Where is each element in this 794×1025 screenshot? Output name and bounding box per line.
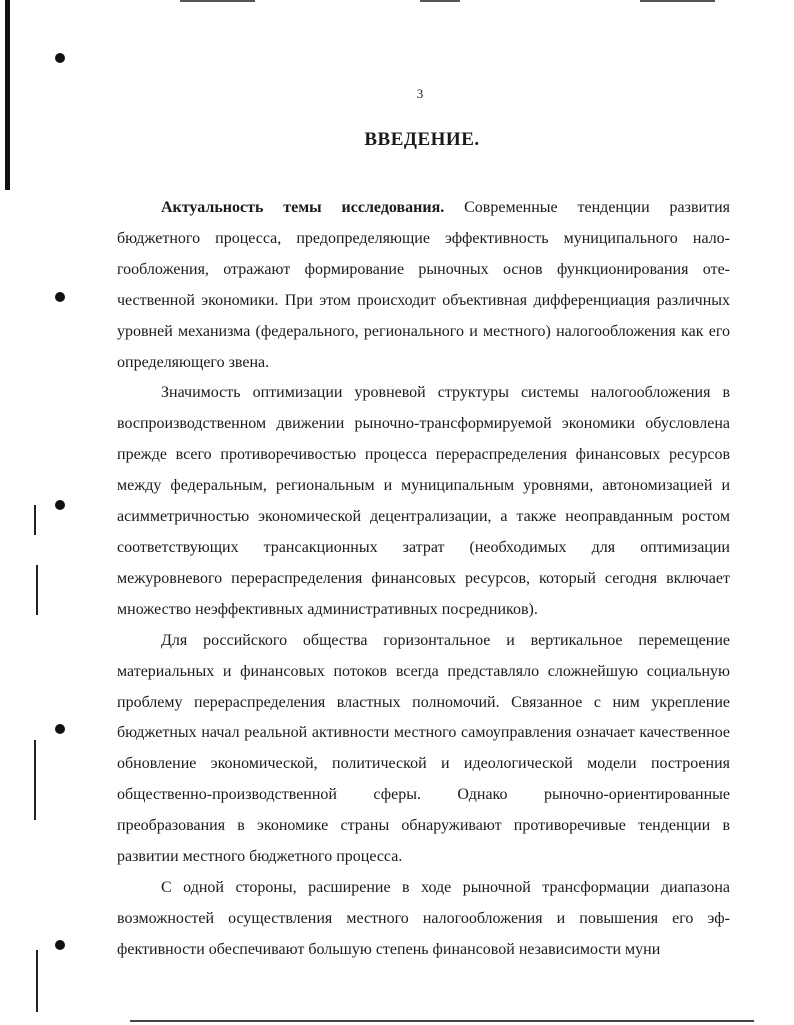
- scan-top-rule: [420, 0, 460, 2]
- scan-edge-line: [34, 505, 36, 535]
- scan-edge-line: [34, 740, 36, 820]
- binder-hole: [55, 940, 65, 950]
- paragraph: Значимость оптимизации уровневой структуры системы налогообложения в воспроизводственном движении рыночно-трансформируемой экономики обусловлена прежде всего противоречивостью процесса перераспределения финансовых ресурсов между федеральным, региональным и муниципальным уровнями, автономизацией и асимметричностью экономической децентрализации, а также неоправданным ростом соответствующих трансакционных затрат (необходимых для оптимизации межуровневого перераспределения финансовых ресурсов, который сегодня включает множество неэффективных административных посредников).: [117, 384, 730, 618]
- document-body: [117, 193, 730, 966]
- paragraph: С одной стороны, расширение в ходе рыночной трансформации диапазона возможностей осуществления местного налогообложения и повышения его эффективности обеспечивают большую степень финансовой независимости муни: [117, 878, 730, 958]
- page-title: ВВЕДЕНИЕ.: [364, 129, 480, 150]
- paragraph: Для российского общества горизонтальное и вертикальное перемещение материальных и финансовых потоков всегда представляло сложнейшую социальную проблему перераспределения властных полномочий. Связанное с ним укрепление бюджетных начал реальной активности местного самоуправления означает качественное обновление экономической, политической и идеологической модели построения общественно-производственной сферы. Однако рыночно-ориентированные преобразования в экономике страны обнаруживают противоречивые тенденции в развитии местного бюджетного процесса.: [117, 631, 730, 866]
- paragraph-lead: Актуальность темы исследования.: [161, 199, 445, 216]
- scan-edge-line: [36, 565, 38, 615]
- binder-hole: [55, 500, 65, 510]
- paragraph-text: Современные тенденции развития бюджетного процесса, предопределяющие эффективность муниципального налогообложения, отражают формирование рыночных основ функционирования отечественной экономики. При этом происходит объективная дифференциация различных уровней механизма (федерального, регионального и местного) налогообложения как его определяющего звена.: [117, 199, 730, 371]
- binder-hole: [55, 53, 65, 63]
- scan-top-rule: [180, 0, 255, 2]
- binder-hole: [55, 292, 65, 302]
- paragraph: [117, 193, 730, 378]
- binder-hole: [55, 724, 65, 734]
- scan-bottom-rule: [130, 1020, 754, 1022]
- page-number: 3: [416, 86, 424, 101]
- scan-top-rule: [640, 0, 715, 2]
- scan-edge-line: [36, 950, 38, 1012]
